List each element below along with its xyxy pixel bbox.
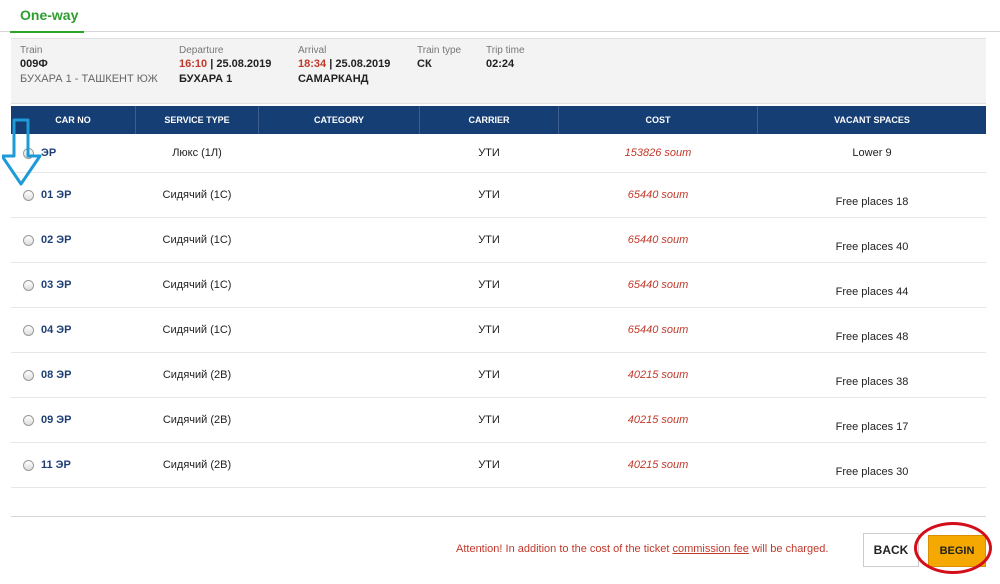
cell-category bbox=[259, 443, 419, 487]
arrival-datetime bbox=[298, 58, 390, 70]
footer-divider bbox=[11, 516, 986, 517]
cell-cost bbox=[559, 263, 757, 307]
vacant-spaces-text: Free places 48 bbox=[835, 331, 909, 343]
cell-carrier bbox=[420, 134, 558, 172]
train-type-value: СК bbox=[417, 58, 432, 70]
service-type-text: Сидячий (1С) bbox=[162, 324, 232, 336]
notice-text-after: will be charged. bbox=[748, 543, 829, 555]
departure-date: | 25.08.2019 bbox=[207, 58, 272, 70]
cell-category bbox=[259, 173, 419, 217]
cell-service-type bbox=[136, 443, 258, 487]
train-route: БУХАРА 1 - ТАШКЕНТ ЮЖ bbox=[20, 73, 158, 85]
cell-vacant-spaces bbox=[758, 263, 986, 307]
departure-time: 16:10 bbox=[179, 58, 208, 70]
cell-cost bbox=[559, 398, 757, 442]
cell-service-type bbox=[136, 218, 258, 262]
cell-cost bbox=[559, 218, 757, 262]
table-header bbox=[11, 106, 986, 134]
car-number-text: 02 ЭР bbox=[41, 234, 72, 246]
cell-service-type bbox=[136, 263, 258, 307]
table-row[interactable] bbox=[11, 443, 986, 488]
trip-time-value: 02:24 bbox=[486, 58, 515, 70]
carrier-text: УТИ bbox=[478, 324, 500, 336]
cell-vacant-spaces bbox=[758, 134, 986, 172]
vacant-spaces-text: Free places 38 bbox=[835, 376, 909, 388]
cost-text: 65440 soum bbox=[627, 189, 689, 201]
car-number-text: 09 ЭР bbox=[41, 414, 72, 426]
table-row[interactable] bbox=[11, 263, 986, 308]
departure-datetime bbox=[179, 58, 271, 70]
cost-text: 65440 soum bbox=[627, 234, 689, 246]
cell-vacant-spaces bbox=[758, 308, 986, 352]
cars-table bbox=[11, 106, 986, 488]
departure-station: БУХАРА 1 bbox=[179, 73, 233, 85]
carrier-text: УТИ bbox=[478, 279, 500, 291]
tab-bar bbox=[0, 0, 1000, 32]
departure-label: Departure bbox=[179, 45, 224, 56]
tab-one-way-label: One-way bbox=[20, 7, 79, 23]
table-row[interactable] bbox=[11, 173, 986, 218]
cost-text: 65440 soum bbox=[627, 324, 689, 336]
table-row[interactable] bbox=[11, 134, 986, 173]
cell-carrier bbox=[420, 218, 558, 262]
service-type-text: Сидячий (2В) bbox=[162, 369, 232, 381]
cost-text: 40215 soum bbox=[627, 459, 689, 471]
carrier-text: УТИ bbox=[478, 414, 500, 426]
table-body bbox=[11, 134, 986, 488]
cell-category bbox=[259, 218, 419, 262]
service-type-text: Сидячий (2В) bbox=[162, 459, 232, 471]
cell-carrier bbox=[420, 353, 558, 397]
cell-cost bbox=[559, 353, 757, 397]
service-type-text: Люкс (1Л) bbox=[172, 147, 222, 159]
cell-service-type bbox=[136, 353, 258, 397]
arrival-column bbox=[298, 45, 390, 85]
car-number-text: 04 ЭР bbox=[41, 324, 72, 336]
car-radio-button[interactable] bbox=[23, 460, 34, 471]
begin-button[interactable]: BEGIN bbox=[928, 535, 986, 567]
cell-car-number bbox=[11, 308, 135, 352]
cell-car-number bbox=[11, 398, 135, 442]
arrival-station: САМАРКАНД bbox=[298, 73, 369, 85]
cell-category bbox=[259, 134, 419, 172]
carrier-text: УТИ bbox=[478, 234, 500, 246]
cell-car-number bbox=[11, 353, 135, 397]
cell-category bbox=[259, 353, 419, 397]
vacant-spaces-text: Free places 17 bbox=[835, 421, 909, 433]
cell-cost bbox=[559, 308, 757, 352]
car-radio-button[interactable] bbox=[23, 415, 34, 426]
vacant-spaces-text: Free places 30 bbox=[835, 466, 909, 478]
car-radio-button[interactable] bbox=[23, 325, 34, 336]
train-number: 009Ф bbox=[20, 58, 48, 70]
cell-category bbox=[259, 308, 419, 352]
service-type-text: Сидячий (2В) bbox=[162, 414, 232, 426]
cell-car-number bbox=[11, 263, 135, 307]
cost-text: 65440 soum bbox=[627, 279, 689, 291]
down-arrow-icon bbox=[2, 118, 48, 188]
service-type-text: Сидячий (1С) bbox=[162, 234, 232, 246]
arrival-label: Arrival bbox=[298, 45, 327, 56]
car-number-text: 11 ЭР bbox=[41, 459, 71, 471]
cell-category bbox=[259, 398, 419, 442]
cell-car-number bbox=[11, 218, 135, 262]
cell-vacant-spaces bbox=[758, 173, 986, 217]
header-category: CATEGORY bbox=[259, 106, 420, 134]
train-type-column bbox=[417, 45, 461, 70]
train-label: Train bbox=[20, 45, 43, 56]
cell-carrier bbox=[420, 443, 558, 487]
header-vacant-spaces: VACANT SPACES bbox=[834, 115, 910, 125]
cell-carrier bbox=[420, 173, 558, 217]
cell-carrier bbox=[420, 263, 558, 307]
trip-time-label: Trip time bbox=[486, 45, 525, 56]
notice-text-before: Attention! In addition to the cost of the ticket bbox=[456, 543, 673, 555]
cell-vacant-spaces bbox=[758, 443, 986, 487]
header-service-type: SERVICE TYPE bbox=[136, 106, 259, 134]
cell-service-type bbox=[136, 134, 258, 172]
car-number-text: 03 ЭР bbox=[41, 279, 72, 291]
cell-carrier bbox=[420, 398, 558, 442]
header-car-no: CAR NO bbox=[11, 106, 136, 134]
commission-fee-link[interactable]: commission fee bbox=[672, 543, 749, 555]
header-carrier: CARRIER bbox=[420, 106, 559, 134]
cell-service-type bbox=[136, 398, 258, 442]
train-column bbox=[20, 45, 158, 85]
service-type-text: Сидячий (1С) bbox=[162, 189, 232, 201]
cell-vacant-spaces bbox=[758, 218, 986, 262]
car-number-text: ЭР bbox=[41, 147, 57, 159]
back-button[interactable]: BACK bbox=[863, 533, 919, 567]
cell-cost bbox=[559, 173, 757, 217]
cell-vacant-spaces bbox=[758, 398, 986, 442]
carrier-text: УТИ bbox=[478, 189, 500, 201]
table-row[interactable] bbox=[11, 218, 986, 263]
tab-one-way[interactable] bbox=[10, 0, 84, 33]
cell-cost bbox=[559, 443, 757, 487]
cell-car-number bbox=[11, 443, 135, 487]
table-row[interactable] bbox=[11, 308, 986, 353]
cell-service-type bbox=[136, 173, 258, 217]
cell-service-type bbox=[136, 308, 258, 352]
car-radio-button[interactable] bbox=[23, 190, 34, 201]
table-row[interactable] bbox=[11, 398, 986, 443]
cell-category bbox=[259, 263, 419, 307]
carrier-text: УТИ bbox=[478, 459, 500, 471]
header-cost: COST bbox=[559, 106, 758, 134]
car-radio-button[interactable] bbox=[23, 280, 34, 291]
car-radio-button[interactable] bbox=[23, 235, 34, 246]
table-row[interactable] bbox=[11, 353, 986, 398]
service-type-text: Сидячий (1С) bbox=[162, 279, 232, 291]
vacant-spaces-text: Free places 44 bbox=[835, 286, 909, 298]
cell-cost bbox=[559, 134, 757, 172]
commission-notice bbox=[456, 543, 828, 555]
arrival-date: | 25.08.2019 bbox=[326, 58, 391, 70]
carrier-text: УТИ bbox=[478, 369, 500, 381]
train-info-panel bbox=[11, 38, 986, 104]
vacant-spaces-text: Lower 9 bbox=[852, 147, 892, 159]
car-number-text: 08 ЭР bbox=[41, 369, 72, 381]
car-radio-button[interactable] bbox=[23, 370, 34, 381]
cost-text: 40215 soum bbox=[627, 414, 689, 426]
cell-vacant-spaces bbox=[758, 353, 986, 397]
cell-carrier bbox=[420, 308, 558, 352]
vacant-spaces-text: Free places 40 bbox=[835, 241, 909, 253]
cost-text: 40215 soum bbox=[627, 369, 689, 381]
train-type-label: Train type bbox=[417, 45, 462, 56]
cost-text: 153826 soum bbox=[624, 147, 692, 159]
vacant-spaces-text: Free places 18 bbox=[835, 196, 909, 208]
highlight-circle bbox=[914, 522, 992, 574]
car-number-text: 01 ЭР bbox=[41, 189, 72, 201]
trip-time-column bbox=[486, 45, 525, 70]
departure-column bbox=[179, 45, 271, 85]
arrival-time: 18:34 bbox=[298, 58, 327, 70]
carrier-text: УТИ bbox=[478, 147, 500, 159]
